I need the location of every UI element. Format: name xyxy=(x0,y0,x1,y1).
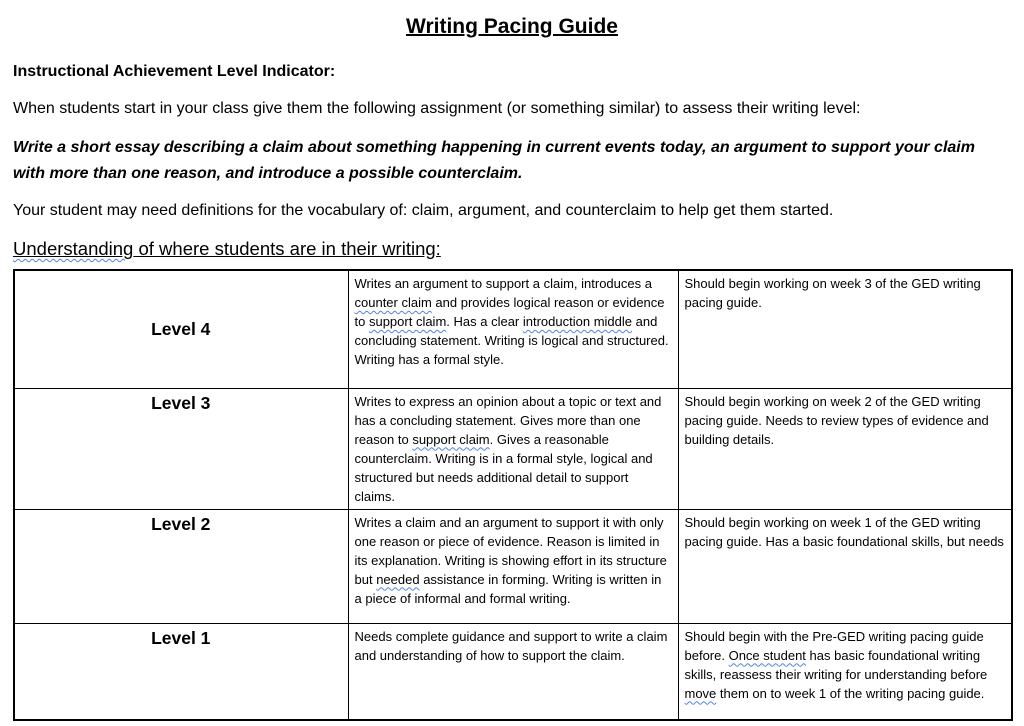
table-section-heading xyxy=(13,237,1011,260)
level-1-description-cell xyxy=(348,623,678,720)
squiggle-underlined-text: move xyxy=(684,685,717,701)
page-title: Writing Pacing Guide xyxy=(406,15,618,38)
level-2-label-cell xyxy=(14,509,348,623)
level-2-label: Level 2 xyxy=(151,513,211,534)
text-segment: . Has a clear xyxy=(446,314,523,329)
text-segment: and provides logical reason or evidence to xyxy=(354,295,665,329)
level-2-recommendation-cell xyxy=(678,509,1012,623)
squiggle-underlined-text: Understanding xyxy=(13,238,134,259)
text-segment: Writes a claim and an argument to support it with only one reason or piece of evidence. Reason is limited in its explanation. Writing is showing effort in its structure but xyxy=(354,514,667,587)
text-segment: them on to week 1 of the writing pacing guide. xyxy=(716,685,985,701)
squiggle-underlined-text: needed xyxy=(376,571,420,587)
text-segment: of where students are in their writing: xyxy=(133,238,441,259)
level-3-description-text xyxy=(355,394,662,504)
level-4-description-cell xyxy=(348,270,678,388)
writing-levels-table xyxy=(13,269,1013,721)
vocab-note-paragraph: Your student may need definitions for the vocabulary of: claim, argument, and counterclaim to help get them started. xyxy=(13,202,834,219)
text-segment: Should begin working on week 1 of the GED writing pacing guide. Has a basic foundational skills, but needs xyxy=(684,514,1004,549)
level-2-description-text xyxy=(355,515,667,606)
level-3-recommendation-text xyxy=(685,394,989,447)
squiggle-underlined-text: support claim xyxy=(368,314,447,329)
table-row-level-2 xyxy=(14,509,1012,623)
level-1-recommendation-text xyxy=(685,629,988,701)
text-segment: Should begin with the Pre-GED writing pacing guide before. xyxy=(684,628,984,663)
level-2-description-cell xyxy=(348,509,678,623)
level-1-label: Level 1 xyxy=(151,627,211,648)
text-segment: Should begin working on week 3 of the GED writing pacing guide. xyxy=(684,276,981,310)
text-segment: has basic foundational writing skills, reassess their writing for understanding before xyxy=(684,647,988,682)
level-4-description-text xyxy=(355,276,669,367)
level-3-label: Level 3 xyxy=(151,392,211,413)
level-2-recommendation-text xyxy=(685,515,1004,549)
squiggle-underlined-text: Once student xyxy=(728,647,806,663)
squiggle-underlined-text: support claim xyxy=(412,431,490,447)
level-3-label-cell xyxy=(14,388,348,509)
level-3-recommendation-cell xyxy=(678,388,1012,509)
level-1-description-text xyxy=(355,629,668,663)
text-segment: . Gives a reasonable counterclaim. Writing is in a formal style, logical and structured but needs additional detail to support claims. xyxy=(354,431,653,504)
level-1-recommendation-cell xyxy=(678,623,1012,720)
squiggle-underlined-text: counter claim xyxy=(354,295,432,310)
text-segment: Writes to express an opinion about a topic or text and has a concluding statement. Gives more than one reason to xyxy=(354,393,662,447)
intro-paragraph: When students start in your class give them the following assignment (or something similar) to assess their writing level: xyxy=(13,100,861,117)
indicator-heading: Instructional Achievement Level Indicator: xyxy=(13,63,336,80)
squiggle-underlined-text: introduction middle xyxy=(522,314,632,329)
table-row-level-3 xyxy=(14,388,1012,509)
level-4-recommendation-cell xyxy=(678,270,1012,388)
text-segment: and concluding statement. Writing is logical and structured. Writing has a formal style. xyxy=(354,314,669,367)
text-segment: assistance in forming. Writing is written in a piece of informal and formal writing. xyxy=(354,571,662,606)
text-segment: Writes an argument to support a claim, introduces a xyxy=(354,276,652,291)
table-row-level-1 xyxy=(14,623,1012,720)
table-row-level-4 xyxy=(14,270,1012,388)
level-4-label: Level 4 xyxy=(151,319,211,340)
level-4-label-cell xyxy=(14,270,348,388)
level-4-recommendation-text xyxy=(685,276,981,310)
text-segment: Needs complete guidance and support to write a claim and understanding of how to support the claim. xyxy=(354,628,668,663)
level-1-label-cell xyxy=(14,623,348,720)
text-segment: Should begin working on week 2 of the GED writing pacing guide. Needs to review types of evidence and building details. xyxy=(684,393,989,447)
level-3-description-cell xyxy=(348,388,678,509)
assignment-paragraph: Write a short essay describing a claim about something happening in current events today, an argument to support your claim with more than one reason, and introduce a possible counterclaim. xyxy=(13,139,975,182)
